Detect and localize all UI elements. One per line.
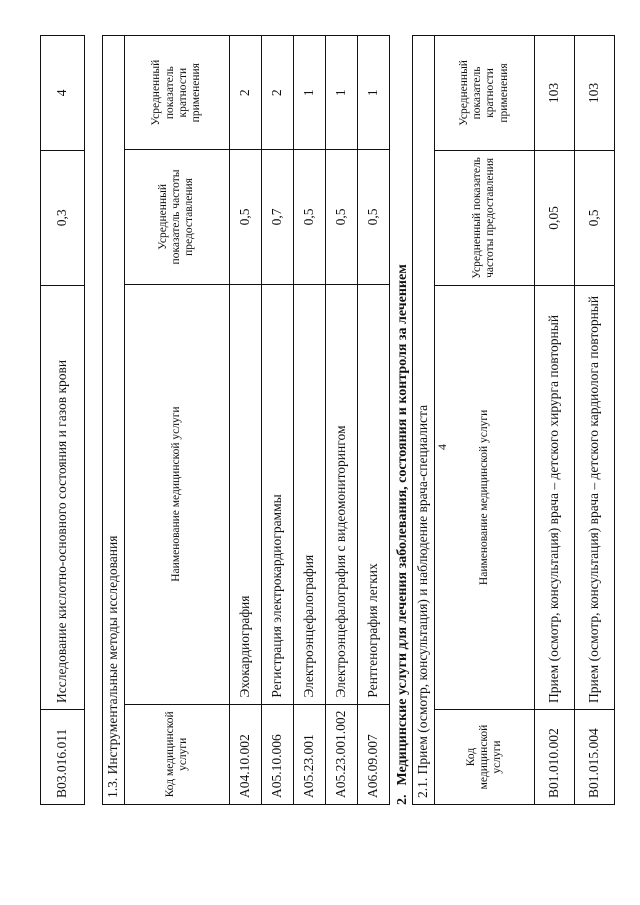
multiplicity-value: 1 [357,36,389,150]
service-code: B03.016.011 [41,710,85,805]
header-code: Код медицинской услуги [434,710,534,805]
table-title: 1.3. Инструментальные методы исследования [103,36,125,805]
service-name: Регистрация электрокардиограммы [261,284,293,704]
table-row [534,36,574,805]
table-row [357,36,389,805]
header-code: Код медицинской услуги [124,704,229,804]
service-name: Электроэнцефалография [293,284,325,704]
service-code: B01.010.002 [534,710,574,805]
header-row [434,36,534,805]
specialist-consultation-table [412,35,615,805]
section-heading [395,35,411,805]
frequency-value: 0,05 [534,150,574,285]
table-title: 2.1. Прием (осмотр, консультация) и наблюдение врача-специалиста [413,36,435,805]
table-row [261,36,293,805]
table-row [229,36,261,805]
frequency-value: 0,5 [229,150,261,284]
page-number: 4 [435,444,449,450]
frequency-value: 0,5 [357,150,389,284]
multiplicity-value: 1 [325,36,357,150]
header-name: Наименование медицинской услуги [124,284,229,704]
frequency-value: 0,5 [325,150,357,284]
multiplicity-value: 103 [534,36,574,151]
service-name: Эхокардиография [229,284,261,704]
multiplicity-value: 4 [41,36,85,151]
service-code: B01.015.004 [574,710,614,805]
section-number: 2. [395,794,410,805]
service-name: Прием (осмотр, консультация) врача – детского кардиолога повторный [574,285,614,709]
section-title: Медицинские услуги для лечения заболевания, состояния и контроля за лечением [395,264,410,786]
blood-gas-table [40,35,85,805]
multiplicity-value: 2 [229,36,261,150]
header-frequency: Усредненный показатель частоты предоставления [124,150,229,284]
table-row [293,36,325,805]
header-row [124,36,229,805]
header-multiplicity: Усредненный показатель кратности применения [434,36,534,151]
header-frequency: Усредненный показатель частоты предоставления [434,150,534,285]
service-code: A05.23.001 [293,704,325,804]
frequency-value: 0,3 [41,150,85,285]
service-code: A05.23.001.002 [325,704,357,804]
service-name: Прием (осмотр, консультация) врача – детского хирурга повторный [534,285,574,709]
table-row [574,36,614,805]
multiplicity-value: 2 [261,36,293,150]
service-name: Рентгенография легких [357,284,389,704]
multiplicity-value: 103 [574,36,614,151]
frequency-value: 0,7 [261,150,293,284]
service-name: Исследование кислотно-основного состояния и газов крови [41,285,85,709]
header-name: Наименование медицинской услуги [434,285,534,709]
frequency-value: 0,5 [574,150,614,285]
table-row [41,36,85,805]
table-row [325,36,357,805]
service-code: A04.10.002 [229,704,261,804]
service-code: A06.09.007 [357,704,389,804]
service-code: A05.10.006 [261,704,293,804]
header-multiplicity: Усредненный показатель кратности применения [124,36,229,150]
service-name: Электроэнцефалография с видеомониторингом [325,284,357,704]
multiplicity-value: 1 [293,36,325,150]
instrumental-methods-table [102,35,390,805]
table-title-row [103,36,125,805]
frequency-value: 0,5 [293,150,325,284]
table-title-row [413,36,435,805]
